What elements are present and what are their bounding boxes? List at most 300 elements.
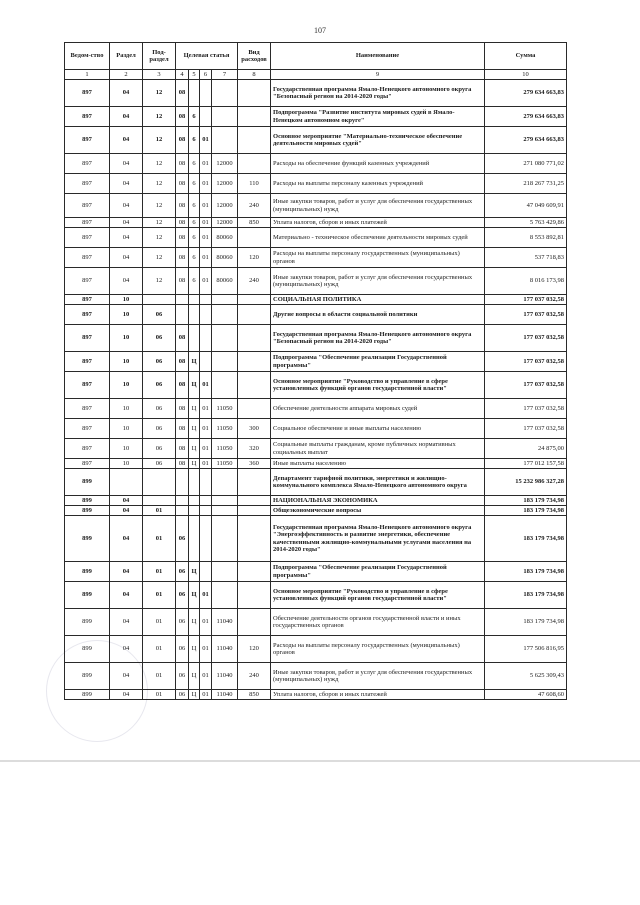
vedomstvo-cell: 899 [65, 690, 110, 700]
event-cell: 01 [200, 228, 212, 248]
name-cell: Основное мероприятие "Руководство и управление в сфере установленных функций органов государственной власти" [271, 582, 485, 609]
direction-cell [212, 516, 238, 562]
vid-cell: 300 [238, 419, 271, 439]
direction-cell [212, 496, 238, 506]
podrazdel-cell: 06 [143, 439, 176, 459]
razdel-cell: 10 [110, 372, 143, 399]
subprogram-cell: Ц [189, 459, 200, 469]
column-number: 1 [65, 70, 110, 80]
razdel-cell: 04 [110, 496, 143, 506]
table-row [65, 582, 567, 609]
razdel-cell: 04 [110, 248, 143, 268]
vedomstvo-cell: 897 [65, 127, 110, 154]
event-cell [200, 80, 212, 107]
vid-cell: 110 [238, 174, 271, 194]
direction-cell [212, 506, 238, 516]
sum-cell: 183 179 734,98 [485, 582, 567, 609]
vid-cell: 850 [238, 218, 271, 228]
vid-cell [238, 107, 271, 127]
event-cell: 01 [200, 690, 212, 700]
table-row [65, 419, 567, 439]
podrazdel-cell: 12 [143, 268, 176, 295]
name-cell: Социальное обеспечение и иные выплаты населению [271, 419, 485, 439]
vedomstvo-cell: 897 [65, 228, 110, 248]
event-cell [200, 506, 212, 516]
event-cell [200, 516, 212, 562]
subprogram-cell [189, 80, 200, 107]
event-cell: 01 [200, 372, 212, 399]
direction-cell [212, 107, 238, 127]
program-cell: 08 [176, 399, 189, 419]
program-cell [176, 506, 189, 516]
event-cell: 01 [200, 636, 212, 663]
name-cell: Основное мероприятие "Руководство и управление в сфере установленных функций органов государственной власти" [271, 372, 485, 399]
vid-cell [238, 372, 271, 399]
subprogram-cell [189, 469, 200, 496]
table-row [65, 80, 567, 107]
vid-cell [238, 399, 271, 419]
vid-cell: 120 [238, 248, 271, 268]
table-row [65, 496, 567, 506]
event-cell: 01 [200, 419, 212, 439]
event-cell [200, 305, 212, 325]
vedomstvo-cell: 897 [65, 439, 110, 459]
sum-cell: 177 506 816,95 [485, 636, 567, 663]
table-row [65, 663, 567, 690]
program-cell [176, 295, 189, 305]
razdel-cell [110, 469, 143, 496]
vedomstvo-cell: 899 [65, 582, 110, 609]
name-cell: СОЦИАЛЬНАЯ ПОЛИТИКА [271, 295, 485, 305]
name-cell: Расходы на выплаты персоналу казенных учреждений [271, 174, 485, 194]
direction-cell [212, 469, 238, 496]
sum-cell: 177 037 032,58 [485, 399, 567, 419]
subprogram-cell: 6 [189, 218, 200, 228]
direction-cell [212, 295, 238, 305]
subprogram-cell: 6 [189, 107, 200, 127]
table-row [65, 372, 567, 399]
sum-cell: 537 718,83 [485, 248, 567, 268]
program-cell [176, 305, 189, 325]
podrazdel-cell: 01 [143, 609, 176, 636]
event-cell: 01 [200, 663, 212, 690]
direction-cell: 11050 [212, 419, 238, 439]
podrazdel-cell: 01 [143, 516, 176, 562]
sum-cell: 183 179 734,98 [485, 609, 567, 636]
direction-cell [212, 80, 238, 107]
podrazdel-cell: 06 [143, 419, 176, 439]
vedomstvo-cell: 899 [65, 496, 110, 506]
event-cell [200, 352, 212, 372]
column-number: 3 [143, 70, 176, 80]
column-number: 6 [200, 70, 212, 80]
name-cell: Подпрограмма "Обеспечение реализации Государственной программы" [271, 562, 485, 582]
sum-cell: 5 625 309,43 [485, 663, 567, 690]
sum-cell: 279 634 663,83 [485, 127, 567, 154]
vid-cell [238, 325, 271, 352]
program-cell: 06 [176, 516, 189, 562]
podrazdel-cell: 12 [143, 218, 176, 228]
podrazdel-cell [143, 469, 176, 496]
column-number: 5 [189, 70, 200, 80]
direction-cell [212, 372, 238, 399]
budget-sheet [64, 42, 566, 700]
event-cell: 01 [200, 194, 212, 218]
sum-cell: 177 037 032,58 [485, 372, 567, 399]
direction-cell [212, 325, 238, 352]
table-row [65, 295, 567, 305]
vid-cell [238, 609, 271, 636]
podrazdel-cell: 12 [143, 248, 176, 268]
subprogram-cell: Ц [189, 372, 200, 399]
direction-cell [212, 582, 238, 609]
sum-cell: 47 049 609,91 [485, 194, 567, 218]
event-cell [200, 295, 212, 305]
name-cell: Другие вопросы в области социальной политики [271, 305, 485, 325]
podrazdel-cell: 12 [143, 80, 176, 107]
subprogram-cell: Ц [189, 582, 200, 609]
name-cell: Расходы на обеспечение функций казенных учреждений [271, 154, 485, 174]
podrazdel-cell: 01 [143, 636, 176, 663]
vid-cell [238, 496, 271, 506]
sum-cell: 279 634 663,83 [485, 107, 567, 127]
podrazdel-cell: 01 [143, 690, 176, 700]
event-cell [200, 562, 212, 582]
subprogram-cell: Ц [189, 609, 200, 636]
header-summa: Сумма [485, 43, 567, 70]
podrazdel-cell: 12 [143, 174, 176, 194]
podrazdel-cell: 01 [143, 506, 176, 516]
podrazdel-cell: 12 [143, 127, 176, 154]
sum-cell: 8 016 173,98 [485, 268, 567, 295]
table-row [65, 218, 567, 228]
table-row [65, 439, 567, 459]
name-cell: Иные закупки товаров, работ и услуг для обеспечения государственных (муниципальных) нужд [271, 268, 485, 295]
program-cell: 08 [176, 80, 189, 107]
event-cell: 01 [200, 268, 212, 295]
name-cell: Государственная программа Ямало-Ненецкого автономного округа "Безопасный регион на 2014-2020 годы" [271, 80, 485, 107]
direction-cell [212, 305, 238, 325]
podrazdel-cell [143, 496, 176, 506]
direction-cell: 12000 [212, 194, 238, 218]
program-cell: 06 [176, 636, 189, 663]
column-number: 9 [271, 70, 485, 80]
table-row [65, 352, 567, 372]
table-row [65, 459, 567, 469]
subprogram-cell: 6 [189, 248, 200, 268]
razdel-cell: 04 [110, 663, 143, 690]
program-cell: 08 [176, 228, 189, 248]
vid-cell [238, 516, 271, 562]
event-cell [200, 107, 212, 127]
program-cell: 06 [176, 663, 189, 690]
podrazdel-cell: 06 [143, 372, 176, 399]
event-cell: 01 [200, 218, 212, 228]
header-celevaya-statya: Целевая статья [176, 43, 238, 70]
podrazdel-cell: 12 [143, 194, 176, 218]
header-razdel: Раздел [110, 43, 143, 70]
razdel-cell: 04 [110, 80, 143, 107]
direction-cell: 12000 [212, 154, 238, 174]
name-cell: Основное мероприятие "Материально-техническое обеспечение деятельности мировых судей" [271, 127, 485, 154]
sum-cell: 183 179 734,98 [485, 506, 567, 516]
vedomstvo-cell: 897 [65, 107, 110, 127]
program-cell: 08 [176, 127, 189, 154]
table-row [65, 690, 567, 700]
vedomstvo-cell: 897 [65, 194, 110, 218]
name-cell: НАЦИОНАЛЬНАЯ ЭКОНОМИКА [271, 496, 485, 506]
table-row [65, 506, 567, 516]
sum-cell: 24 875,00 [485, 439, 567, 459]
name-cell: Иные закупки товаров, работ и услуг для обеспечения государственных (муниципальных) нужд [271, 663, 485, 690]
subprogram-cell: 6 [189, 268, 200, 295]
direction-cell: 12000 [212, 174, 238, 194]
razdel-cell: 10 [110, 352, 143, 372]
razdel-cell: 10 [110, 295, 143, 305]
header-naimenovanie: Наименование [271, 43, 485, 70]
vedomstvo-cell: 899 [65, 506, 110, 516]
sum-cell: 177 037 032,58 [485, 325, 567, 352]
razdel-cell: 10 [110, 399, 143, 419]
name-cell: Иные закупки товаров, работ и услуг для обеспечения государственных (муниципальных) нужд [271, 194, 485, 218]
column-number-row [65, 70, 567, 80]
direction-cell: 80060 [212, 228, 238, 248]
sum-cell: 177 037 032,58 [485, 352, 567, 372]
sum-cell: 218 267 731,25 [485, 174, 567, 194]
vid-cell [238, 154, 271, 174]
header-podrazdel: Под-раздел [143, 43, 176, 70]
table-row [65, 174, 567, 194]
vedomstvo-cell: 897 [65, 352, 110, 372]
program-cell: 08 [176, 372, 189, 399]
table-header-row [65, 43, 567, 70]
direction-cell: 11050 [212, 439, 238, 459]
direction-cell: 11040 [212, 636, 238, 663]
razdel-cell: 10 [110, 459, 143, 469]
subprogram-cell: 6 [189, 228, 200, 248]
razdel-cell: 10 [110, 419, 143, 439]
event-cell: 01 [200, 127, 212, 154]
table-row [65, 268, 567, 295]
vid-cell [238, 352, 271, 372]
table-row [65, 636, 567, 663]
table-row [65, 154, 567, 174]
name-cell: Расходы на выплаты персоналу государственных (муниципальных) органов [271, 248, 485, 268]
direction-cell: 80060 [212, 268, 238, 295]
podrazdel-cell: 06 [143, 399, 176, 419]
podrazdel-cell: 12 [143, 228, 176, 248]
name-cell: Иные выплаты населению [271, 459, 485, 469]
vedomstvo-cell: 897 [65, 218, 110, 228]
event-cell: 01 [200, 439, 212, 459]
table-row [65, 127, 567, 154]
direction-cell: 12000 [212, 218, 238, 228]
event-cell: 01 [200, 582, 212, 609]
podrazdel-cell: 12 [143, 154, 176, 174]
event-cell: 01 [200, 154, 212, 174]
vedomstvo-cell: 897 [65, 268, 110, 295]
event-cell: 01 [200, 174, 212, 194]
direction-cell: 11050 [212, 399, 238, 419]
podrazdel-cell: 06 [143, 325, 176, 352]
name-cell: Общеэкономические вопросы [271, 506, 485, 516]
program-cell: 08 [176, 419, 189, 439]
name-cell: Подпрограмма "Обеспечение реализации Государственной программы" [271, 352, 485, 372]
subprogram-cell: Ц [189, 352, 200, 372]
header-vid-rashodov: Вид расходов [238, 43, 271, 70]
sum-cell: 271 080 771,02 [485, 154, 567, 174]
program-cell: 08 [176, 439, 189, 459]
subprogram-cell: 6 [189, 154, 200, 174]
table-row [65, 516, 567, 562]
scan-edge-line [0, 760, 640, 762]
event-cell [200, 325, 212, 352]
direction-cell: 11040 [212, 663, 238, 690]
table-row [65, 562, 567, 582]
event-cell [200, 469, 212, 496]
direction-cell: 80060 [212, 248, 238, 268]
subprogram-cell: Ц [189, 636, 200, 663]
razdel-cell: 10 [110, 325, 143, 352]
budget-table [64, 42, 567, 700]
subprogram-cell [189, 325, 200, 352]
podrazdel-cell: 06 [143, 305, 176, 325]
program-cell: 08 [176, 459, 189, 469]
table-row [65, 248, 567, 268]
table-body [65, 80, 567, 700]
vedomstvo-cell: 899 [65, 609, 110, 636]
sum-cell: 183 179 734,98 [485, 496, 567, 506]
column-number: 10 [485, 70, 567, 80]
subprogram-cell: Ц [189, 419, 200, 439]
column-number: 8 [238, 70, 271, 80]
vid-cell: 850 [238, 690, 271, 700]
table-row [65, 107, 567, 127]
event-cell [200, 496, 212, 506]
subprogram-cell [189, 496, 200, 506]
name-cell: Уплата налогов, сборов и иных платежей [271, 218, 485, 228]
subprogram-cell: Ц [189, 663, 200, 690]
name-cell: Подпрограмма "Развитие института мировых судей в Ямало-Ненецком автономном округе" [271, 107, 485, 127]
direction-cell [212, 562, 238, 582]
table-row [65, 609, 567, 636]
program-cell: 08 [176, 194, 189, 218]
name-cell: Департамент тарифной политики, энергетики и жилищно-коммунального комплекса Ямало-Ненецкого автономного округа [271, 469, 485, 496]
podrazdel-cell: 01 [143, 582, 176, 609]
vedomstvo-cell: 897 [65, 248, 110, 268]
name-cell: Уплата налогов, сборов и иных платежей [271, 690, 485, 700]
name-cell: Государственная программа Ямало-Ненецкого автономного округа "Энергоэффективность и развитие энергетики, обеспечение качественными жилищно-коммунальными услугами населения на 2014-2020 годы" [271, 516, 485, 562]
razdel-cell: 04 [110, 636, 143, 663]
sum-cell: 279 634 663,83 [485, 80, 567, 107]
event-cell: 01 [200, 399, 212, 419]
subprogram-cell [189, 506, 200, 516]
razdel-cell: 04 [110, 516, 143, 562]
program-cell: 08 [176, 174, 189, 194]
vid-cell: 240 [238, 663, 271, 690]
table-row [65, 469, 567, 496]
event-cell: 01 [200, 609, 212, 636]
vid-cell [238, 80, 271, 107]
vedomstvo-cell: 897 [65, 399, 110, 419]
program-cell: 06 [176, 582, 189, 609]
sum-cell: 177 037 032,58 [485, 419, 567, 439]
subprogram-cell [189, 305, 200, 325]
program-cell: 08 [176, 325, 189, 352]
column-number: 2 [110, 70, 143, 80]
name-cell: Социальные выплаты гражданам, кроме публичных нормативных социальных выплат [271, 439, 485, 459]
event-cell: 01 [200, 459, 212, 469]
subprogram-cell: Ц [189, 399, 200, 419]
razdel-cell: 04 [110, 268, 143, 295]
program-cell: 08 [176, 218, 189, 228]
program-cell: 06 [176, 690, 189, 700]
header-vedomstvo: Ведом-ство [65, 43, 110, 70]
program-cell: 06 [176, 609, 189, 636]
vedomstvo-cell: 897 [65, 154, 110, 174]
column-number: 4 [176, 70, 189, 80]
table-row [65, 325, 567, 352]
subprogram-cell [189, 295, 200, 305]
direction-cell: 11050 [212, 459, 238, 469]
table-row [65, 305, 567, 325]
vid-cell [238, 295, 271, 305]
vedomstvo-cell: 897 [65, 459, 110, 469]
vedomstvo-cell: 897 [65, 80, 110, 107]
name-cell: Обеспечение деятельности органов государственной власти и иных государственных органов [271, 609, 485, 636]
vedomstvo-cell: 897 [65, 295, 110, 305]
razdel-cell: 04 [110, 609, 143, 636]
name-cell: Обеспечение деятельности аппарата мировых судей [271, 399, 485, 419]
vid-cell: 240 [238, 194, 271, 218]
razdel-cell: 04 [110, 174, 143, 194]
podrazdel-cell [143, 295, 176, 305]
table-row [65, 228, 567, 248]
razdel-cell: 04 [110, 154, 143, 174]
program-cell: 06 [176, 562, 189, 582]
subprogram-cell: Ц [189, 690, 200, 700]
direction-cell [212, 352, 238, 372]
vedomstvo-cell: 897 [65, 419, 110, 439]
program-cell [176, 469, 189, 496]
name-cell: Государственная программа Ямало-Ненецкого автономного округа "Безопасный регион на 2014-2020 годы" [271, 325, 485, 352]
razdel-cell: 04 [110, 127, 143, 154]
subprogram-cell [189, 516, 200, 562]
vedomstvo-cell: 899 [65, 562, 110, 582]
vid-cell [238, 305, 271, 325]
program-cell [176, 496, 189, 506]
razdel-cell: 04 [110, 506, 143, 516]
sum-cell: 177 012 157,58 [485, 459, 567, 469]
razdel-cell: 04 [110, 194, 143, 218]
program-cell: 08 [176, 107, 189, 127]
subprogram-cell: 6 [189, 194, 200, 218]
table-row [65, 399, 567, 419]
subprogram-cell: 6 [189, 127, 200, 154]
razdel-cell: 04 [110, 690, 143, 700]
vedomstvo-cell: 897 [65, 372, 110, 399]
subprogram-cell: Ц [189, 562, 200, 582]
razdel-cell: 10 [110, 305, 143, 325]
vid-cell [238, 562, 271, 582]
event-cell: 01 [200, 248, 212, 268]
razdel-cell: 10 [110, 439, 143, 459]
vedomstvo-cell: 899 [65, 516, 110, 562]
razdel-cell: 04 [110, 228, 143, 248]
podrazdel-cell: 06 [143, 459, 176, 469]
razdel-cell: 04 [110, 562, 143, 582]
sum-cell: 177 037 032,58 [485, 295, 567, 305]
